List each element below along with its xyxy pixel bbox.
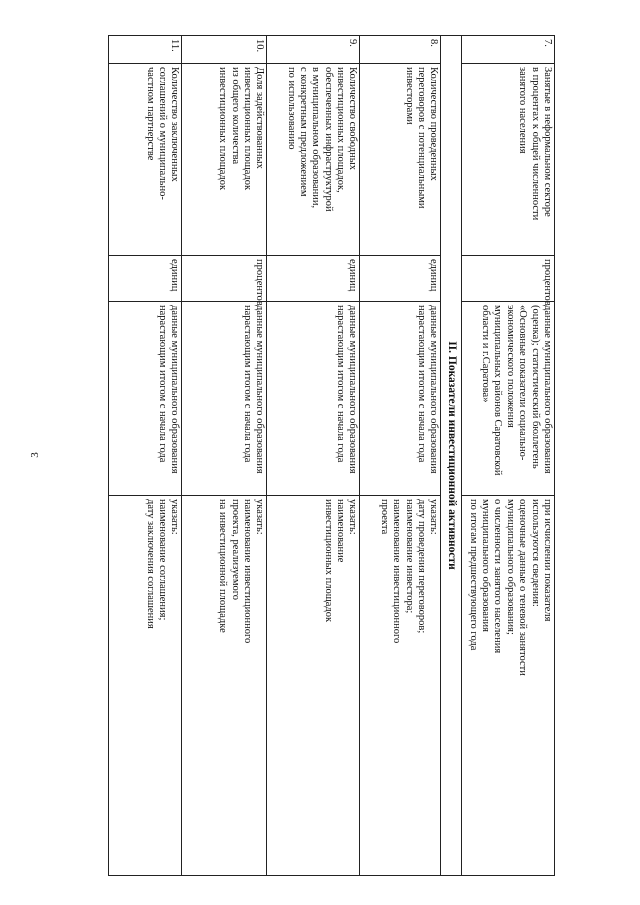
indicator-name: Количество заключенных соглашений о муниципально- частном партнерстве <box>109 64 182 256</box>
data-source: данные муниципального образования (оценка); статистический бюллетень «Основные показатели социально- экономического положения муниципальных районов Саратовской области и г.Саратова» <box>462 302 555 496</box>
row-number: 10. <box>182 36 267 64</box>
calculation-note: указать: наименование соглашения; дату заключения соглашения <box>109 496 182 876</box>
table-row <box>360 36 441 876</box>
indicator-name: Количество свободных инвестиционных площадок, обеспеченных инфраструктурой в муниципальном образовании, с конкретным предложением по использованию <box>267 64 360 256</box>
unit-of-measure: процентов <box>462 256 555 302</box>
indicators-table <box>108 35 555 876</box>
row-number: 7. <box>462 36 555 64</box>
row-number: 8. <box>360 36 441 64</box>
section-header-row <box>441 36 462 876</box>
section-title: II. Показатели инвестиционной активности <box>441 36 462 876</box>
table-row <box>109 36 182 876</box>
data-source: данные муниципального образования нарастающим итогом с начала года <box>267 302 360 496</box>
calculation-note: указать: наименование инвестиционного проекта, реализуемого на инвестиционной площадке <box>182 496 267 876</box>
indicator-name: Доля задействованных инвестиционных площадок из общего количества инвестиционных площадок <box>182 64 267 256</box>
data-source: данные муниципального образования нарастающим итогом с начала года <box>360 302 441 496</box>
row-number: 9. <box>267 36 360 64</box>
unit-of-measure: процентов <box>182 256 267 302</box>
calculation-note: при исчислении показателя используются сведения: оценочные данные о теневой занятости муниципального образования; о численности занятого населения муниципального образования по итогам предшествующего года <box>462 496 555 876</box>
table-row <box>462 36 555 876</box>
unit-of-measure: единиц <box>267 256 360 302</box>
unit-of-measure: единиц <box>109 256 182 302</box>
indicator-name: Количество проведенных переговоров с потенциальными инвесторами <box>360 64 441 256</box>
table-row <box>182 36 267 876</box>
row-number: 11. <box>109 36 182 64</box>
page-number: 3 <box>29 452 41 458</box>
calculation-note: указать: дату проведения переговоров; наименование инвестора; наименование инвестиционного проекта <box>360 496 441 876</box>
table-row <box>267 36 360 876</box>
data-source: данные муниципального образования нарастающим итогом с начала года <box>109 302 182 496</box>
unit-of-measure: единиц <box>360 256 441 302</box>
data-source: данные муниципального образования нарастающим итогом с начала года <box>182 302 267 496</box>
indicator-name: Занятые в неформальном секторе в процентах к общей численности занятого населения <box>462 64 555 256</box>
calculation-note: указать: наименование инвестиционных площадок <box>267 496 360 876</box>
rotated-page-content <box>100 35 555 875</box>
